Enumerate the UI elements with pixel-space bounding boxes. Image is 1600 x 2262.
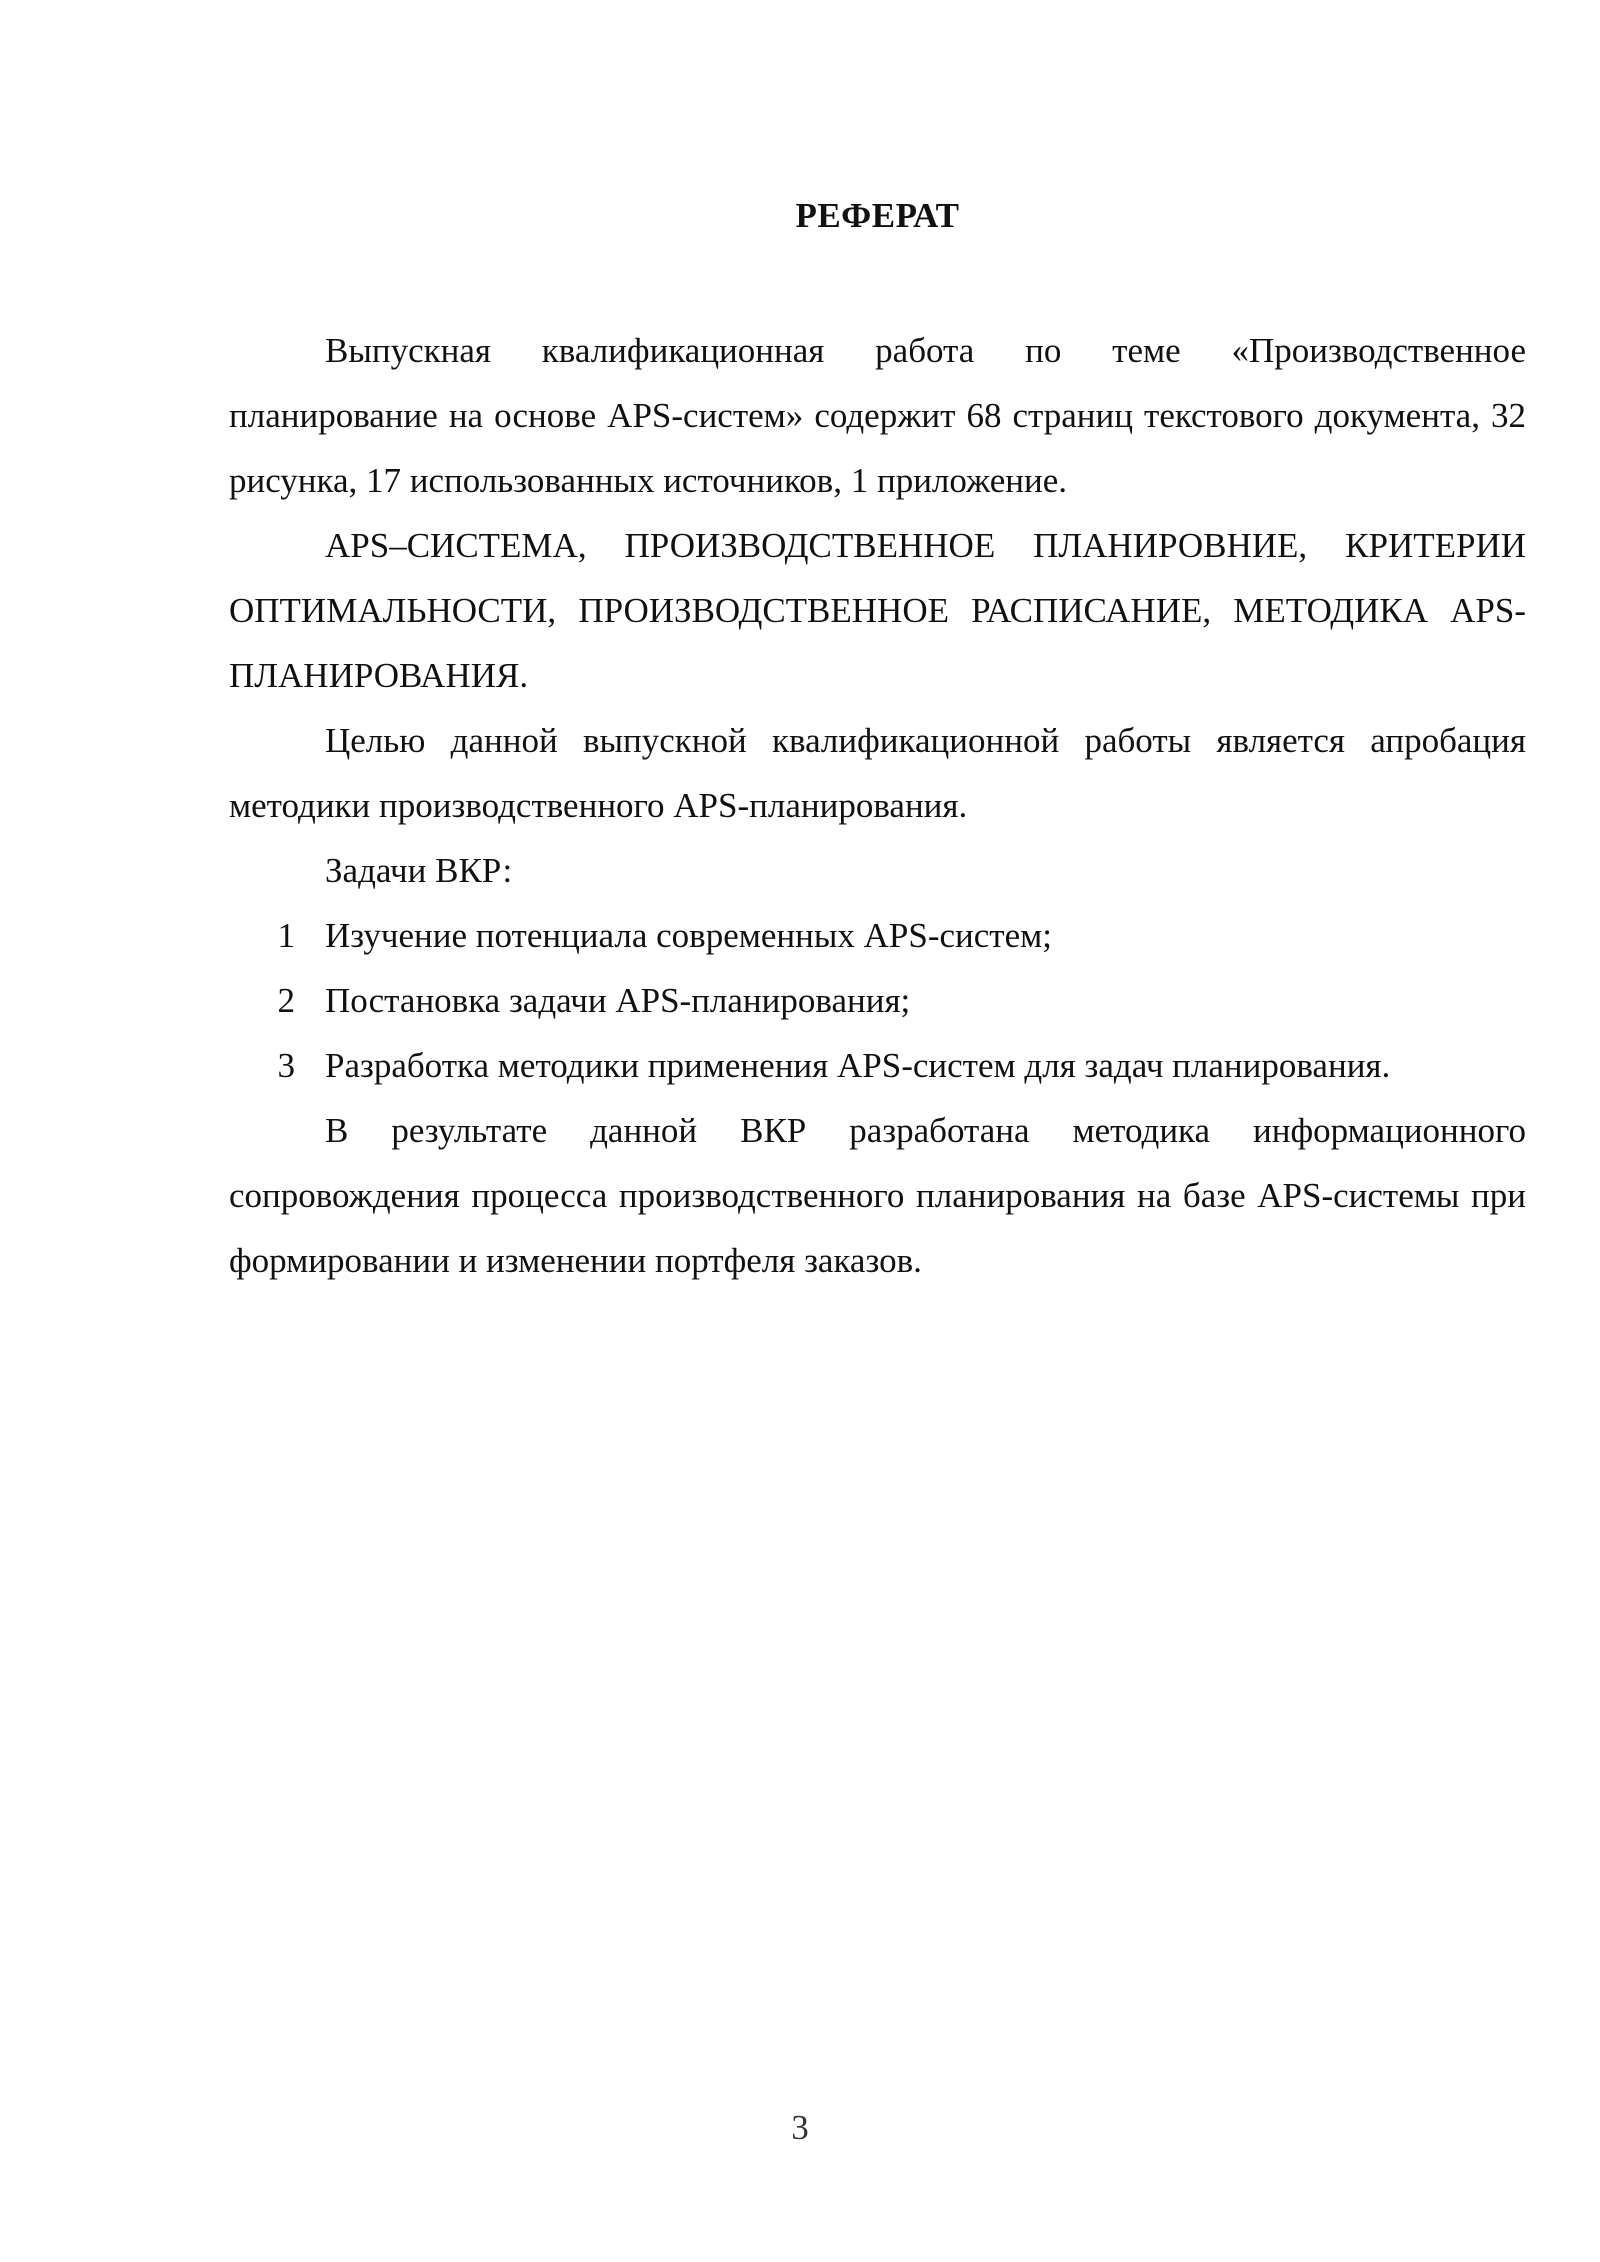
list-item [229,968,1526,1033]
list-item-number: 2 [277,981,295,1020]
summary-paragraph: Выпускная квалификационная работа по теме «Производственное планирование на основе APS-систем» содержит 68 страниц текстового документа, 32 рисунка, 17 использованных источников, 1 приложение. [229,331,1526,500]
page-title: РЕФЕРАТ [795,196,960,235]
goal-paragraph: Целью данной выпускной квалификационной работы является апробация методики производственного APS-планирования. [229,721,1526,825]
list-item-text: Постановка задачи APS-планирования; [325,981,911,1020]
list-item-number: 1 [277,916,295,955]
keywords-paragraph: APS–СИСТЕМА, ПРОИЗВОДСТВЕННОЕ ПЛАНИРОВНИЕ, КРИТЕРИИ ОПТИМАЛЬНОСТИ, ПРОИЗВОДСТВЕННОЕ РАСПИСАНИЕ, МЕТОДИКА APS-ПЛАНИРОВАНИЯ. [229,526,1526,695]
list-item [229,1033,1526,1098]
tasks-heading: Задачи ВКР: [325,851,513,890]
result-paragraph: В результате данной ВКР разработана методика информационного сопровождения процесса производственного планирования на базе APS-системы при формировании и изменении портфеля заказов. [229,1111,1526,1280]
list-item-text: Изучение потенциала современных APS-систем; [325,916,1053,955]
document-body [229,318,1526,1293]
list-item-number: 3 [277,1046,295,1085]
list-item [229,903,1526,968]
page-number: 3 [791,2108,809,2147]
list-item-text: Разработка методики применения APS-систем для задач планирования. [325,1046,1391,1085]
